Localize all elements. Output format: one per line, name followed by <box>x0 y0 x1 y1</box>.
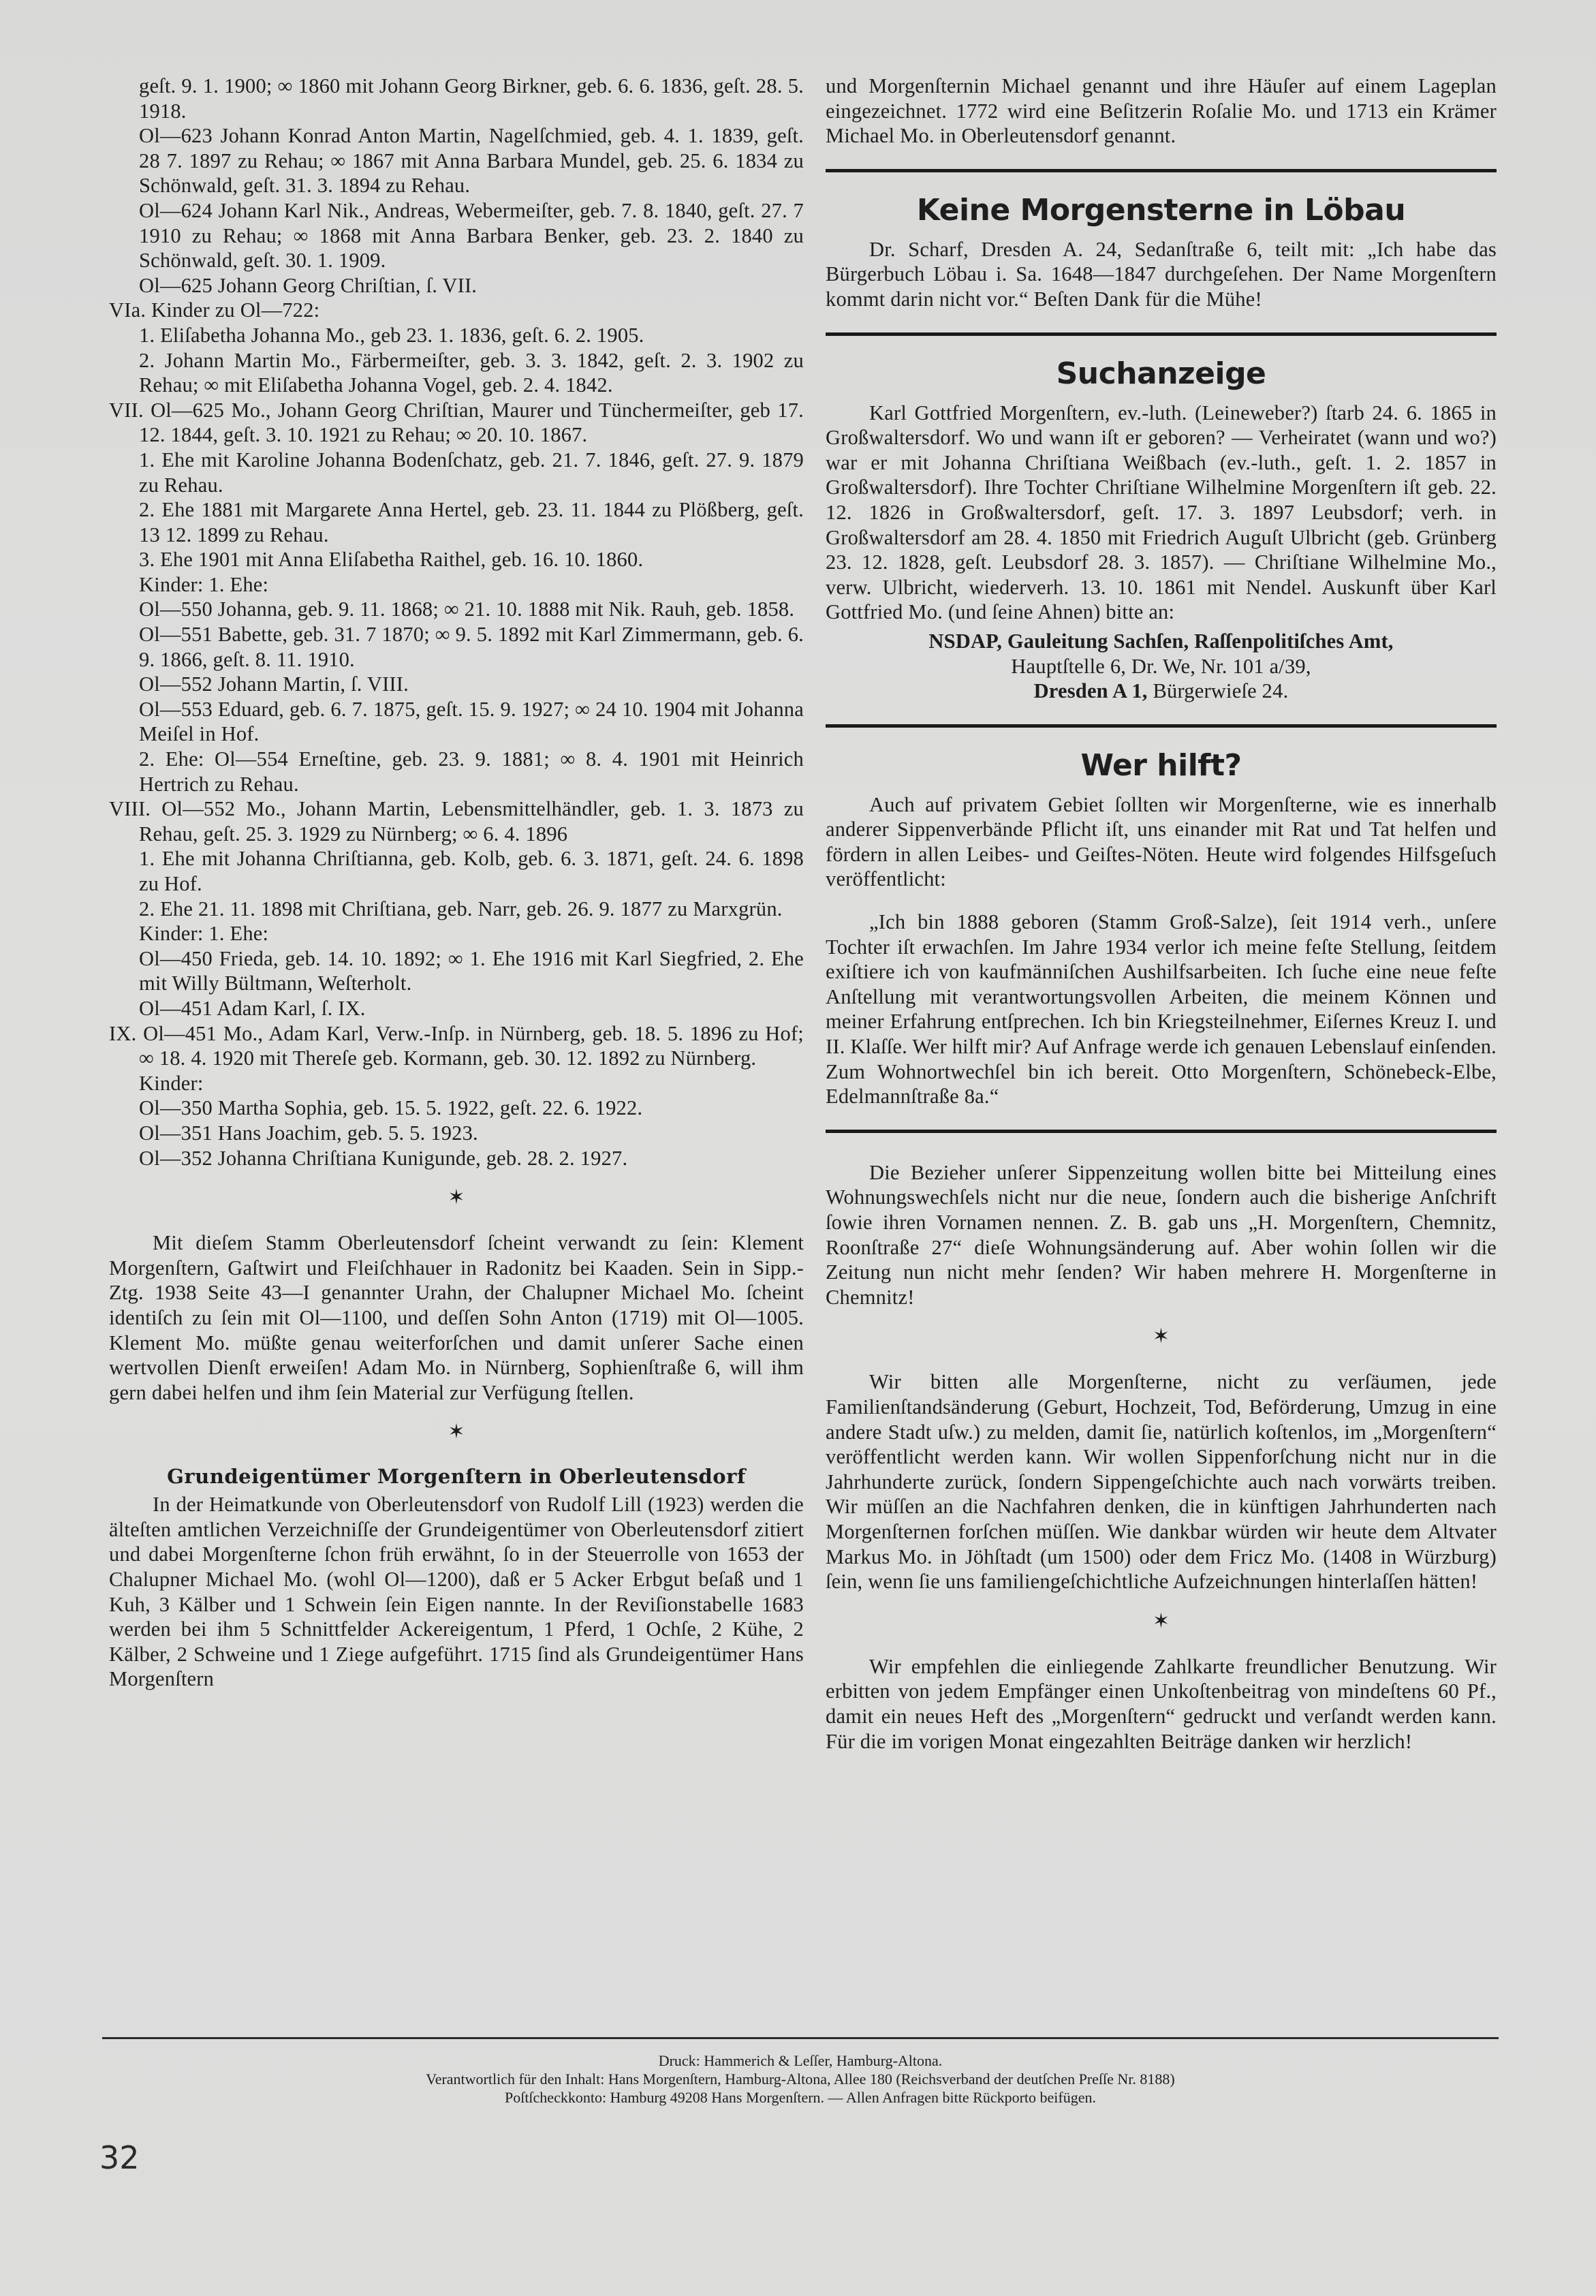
genealogy-entry: 3. Ehe 1901 mit Anna Eliſabetha Raithel, geb. 16. 10. 1860. <box>139 548 644 572</box>
star-divider-icon: ✶ <box>1152 1609 1170 1633</box>
section-rule <box>826 169 1497 172</box>
star-divider-icon: ✶ <box>1152 1324 1170 1349</box>
familienstand-paragraph: Wir bitten alle Morgenſterne, nicht zu verſäumen, jede Familienſtandsänderung (Geburt, Hochzeit, Tod, Beförderung, Umzug in eine andere Stadt uſw.) zu melden, damit ſie, natürlich koſtenlos, im „Morgenſtern“ veröffentlicht werden kann. Wir wollen Sippenforſchung nicht nur in die Jahrhunderte zurück, ſondern Sippengeſchichte auch nach vorwärts treiben. Wir müſſen an die Nachfahren denken, die in künftigen Jahrhunderten nach Morgenſternen forſchen müſſen. Wie dankbar würden wir heute dem Altvater Markus Mo. in Jöhſtadt (um 1500) oder dem Fricz Mo. (1408 in Würzburg) ſein, wenn ſie uns familiengeſchichtliche Aufzeichnungen hinterlaſſen hätten! <box>826 1370 1497 1594</box>
klement-paragraph: Mit dieſem Stamm Oberleutensdorf ſcheint verwandt zu ſein: Klement Morgenſtern, Gaſtwirt und Fleiſchhauer in Radonitz bei Kaaden. Sein in Sipp.-Ztg. 1938 Seite 43—I genannter Urahn, der Chalupner Michael Mo. ſcheint identiſch zu ſein mit Ol—1100, und deſſen Sohn Anton (1719) mit Ol—1005. Klement Mo. müßte genau weiterforſchen und damit unſerer Sache einen wertvollen Dienſt erweiſen! Adam Mo. in Nürnberg, Sophienſtraße 6, will ihm gern dabei helfen und ihm ſein Material zur Verfügung ſtellen. <box>109 1231 804 1404</box>
genealogy-entry: Ol—550 Johanna, geb. 9. 11. 1868; ∞ 21. 10. 1888 mit Nik. Rauh, geb. 1858. <box>139 598 795 621</box>
loebau-text: Dr. Scharf, Dresden A. 24, Sedanſtraße 6, teilt mit: „Ich habe das Bürgerbuch Löbau i. Sa. 1648—1847 durchgeſehen. Der Name Morgenſtern kommt darin nicht vor.“ Beſten Dank für die Mühe! <box>826 237 1497 311</box>
genealogy-entry: 2. Johann Martin Mo., Färbermeiſter, geb. 3. 3. 1842, geſt. 2. 3. 1902 zu Rehau; ∞ mit Eliſabetha Johanna Vogel, geb. 2. 4. 1842. <box>139 348 804 397</box>
genealogy-entry: geſt. 9. 1. 1900; ∞ 1860 mit Johann Georg Birkner, geb. 6. 6. 1836, geſt. 28. 5. 1918. <box>139 74 804 123</box>
grund-continuation: und Morgenſternin Michael genannt und ihre Häuſer auf einem Lageplan eingezeichnet. 1772 wird eine Beſitzerin Roſalie Mo. und 1713 ein Krämer Michael Mo. in Oberleutensdorf genannt. <box>826 74 1497 148</box>
werhilft-heading: Wer hilft? <box>1080 747 1242 783</box>
genealogy-entry: 2. Ehe 21. 11. 1898 mit Chriſtiana, geb. Narr, geb. 26. 9. 1877 zu Marxgrün. <box>139 897 783 920</box>
imprint-footer <box>102 2037 1499 2107</box>
genealogy-entry: 1. Eliſabetha Johanna Mo., geb 23. 1. 1836, geſt. 6. 2. 1905. <box>139 323 644 347</box>
generation-heading: VIII. Ol—552 Mo., Johann Martin, Lebensmittelhändler, geb. 1. 3. 1873 zu Rehau, geſt. 25. 3. 1929 zu Nürnberg; ∞ 6. 4. 1896 <box>109 797 804 846</box>
bezieher-paragraph: Die Bezieher unſerer Sippenzeitung wollen bitte bei Mitteilung eines Wohnungswechſels nicht nur die neue, ſondern auch die bisherige Anſchrift ſowie ihren Vornamen nennen. Z. B. gab uns „H. Morgenſtern, Chemnitz, Roonſtraße 27“ dieſe Wohnungsänderung auf. Aber wohin ſollen wir die Zeitung nun nicht mehr ſenden? Wir haben mehrere H. Morgenſterne in Chemnitz! <box>826 1160 1497 1309</box>
werhilft-intro: Auch auf privatem Gebiet ſollten wir Morgenſterne, wie es innerhalb anderer Sippenverbände Pflicht iſt, uns einander mit Rat und Tat helfen und fördern in allen Leibes- und Geiſtes-Nöten. Heute wird folgendes Hilfsgeſuch veröffentlicht: <box>826 792 1497 891</box>
footer-rule <box>102 2037 1499 2039</box>
genealogy-entry: 2. Ehe: Ol—554 Erneſtine, geb. 23. 9. 1881; ∞ 8. 4. 1901 mit Heinrich Hertrich zu Rehau. <box>139 747 804 796</box>
address-street: Bürgerwieſe 24. <box>1147 679 1289 703</box>
genealogy-entry: Ol—451 Adam Karl, ſ. IX. <box>139 996 366 1020</box>
generation-heading: VII. Ol—625 Mo., Johann Georg Chriſtian, Maurer und Tünchermeiſter, geb 17. 12. 1844, geſt. 3. 10. 1921 zu Rehau; ∞ 20. 10. 1867. <box>109 398 804 447</box>
suchanzeige-text: Karl Gottfried Morgenſtern, ev.-luth. (Leineweber?) ſtarb 24. 6. 1865 in Großwaltersdorf. Wo und wann iſt er geboren? — Verheiratet (wann und wo?) war er mit Johanna Chriſtiana Weißbach (ev.-luth., geſt. 1. 2. 1857 in Großwaltersdorf). Ihre Tochter Chriſtiane Wilhelmine Morgenſtern iſt geb. 22. 12. 1826 in Großwaltersdorf, geſt. 17. 3. 1897 Leubsdorf; verh. in Großwaltersdorf am 28. 4. 1850 mit Friedrich Auguſt Ulbricht (geb. Grünberg 23. 12. 1828, geſt. Leubsdorf 28. 3. 1857). — Chriſtiane Wilhelmine Mo., verw. Ulbricht, wiederverh. 13. 10. 1861 mit Nendel. Auskunft über Karl Gottfried Mo. (und ſeine Ahnen) bitte an: <box>826 401 1497 624</box>
imprint-verantwortlich: Verantwortlich für den Inhalt: Hans Morgenſtern, Hamburg-Altona, Allee 180 (Reichsverband der deutſchen Preſſe Nr. 8188) <box>426 2070 1175 2088</box>
star-divider-icon: ✶ <box>448 1420 465 1444</box>
imprint-postscheck: Poſtſcheckkonto: Hamburg 49208 Hans Morgenſtern. — Allen Anfragen bitte Rückporto beifügen. <box>504 2089 1097 2106</box>
generation-heading: VIa. Kinder zu Ol—722: <box>109 298 320 322</box>
star-divider-icon: ✶ <box>448 1185 465 1210</box>
genealogy-entry: Kinder: 1. Ehe: <box>139 922 269 946</box>
genealogy-entry: Ol—350 Martha Sophia, geb. 15. 5. 1922, geſt. 22. 6. 1922. <box>139 1096 643 1120</box>
grund-paragraph: In der Heimatkunde von Oberleutensdorf von Rudolf Lill (1923) werden die älteſten amtlichen Verzeichniſſe der Grundeigentümer von Oberleutensdorf zitiert und dabei Morgenſterne ſchon früh erwähnt, ſo in der Steuerrolle von 1653 der Chalupner Michael Mo. (wohl Ol—1200), daß er 5 Acker Erbgut beſaß und 1 Kuh, 3 Kälber und 1 Schwein ſein Eigen nannte. In der Reviſionstabelle 1683 werden bei ihm 5 Schnittfelder Ackereigentum, 1 Pferd, 1 Ochſe, 2 Kühe, 2 Kälber, 2 Schweine und 1 Ziege aufgeführt. 1715 ſind als Grundeigentümer Hans Morgenſtern <box>109 1493 804 1691</box>
genealogy-entry: Ol—351 Hans Joachim, geb. 5. 5. 1923. <box>139 1121 478 1145</box>
genealogy-entry: 2. Ehe 1881 mit Margarete Anna Hertel, geb. 23. 11. 1844 zu Plößberg, geſt. 13 12. 1899 zu Rehau. <box>139 498 804 546</box>
genealogy-entry: Ol—625 Johann Georg Chriſtian, ſ. VII. <box>139 273 478 297</box>
genealogy-entry: Ol—552 Johann Martin, ſ. VIII. <box>139 672 409 696</box>
genealogy-entry: Ol—551 Babette, geb. 31. 7 1870; ∞ 9. 5. 1892 mit Karl Zimmermann, geb. 6. 9. 1866, geſt. 8. 11. 1910. <box>139 623 804 671</box>
generation-heading: IX. Ol—451 Mo., Adam Karl, Verw.-Inſp. in Nürnberg, geb. 18. 5. 1896 zu Hof; ∞ 18. 4. 1920 mit Thereſe geb. Kormann, geb. 30. 12. 1892 zu Nürnberg. <box>109 1021 804 1070</box>
address-line-3 <box>826 679 1497 704</box>
zahlkarte-paragraph: Wir empfehlen die einliegende Zahlkarte freundlicher Benutzung. Wir erbitten von jedem Empfänger einen Unkoſtenbeitrag von mindeſtens 60 Pf., damit ein neues Heft des „Morgenſtern“ gedruckt und verſandt werden kann. Für die im vorigen Monat eingezahlten Beiträge danken wir herzlich! <box>826 1654 1497 1753</box>
genealogy-entry: Kinder: 1. Ehe: <box>139 572 269 596</box>
genealogy-entry: Ol—624 Johann Karl Nik., Andreas, Webermeiſter, geb. 7. 8. 1840, geſt. 27. 7 1910 zu Rehau; ∞ 1868 mit Anna Barbara Benker, geb. 23. 2. 1840 zu Schönwald, geſt. 30. 1. 1909. <box>139 198 804 273</box>
loebau-heading: Keine Morgensterne in Löbau <box>916 192 1406 228</box>
genealogy-entry: Ol—553 Eduard, geb. 6. 7. 1875, geſt. 15. 9. 1927; ∞ 24 10. 1904 mit Johanna Meiſel in Hof. <box>139 697 804 746</box>
genealogy-entry: Ol—352 Johanna Chriſtiana Kunigunde, geb. 28. 2. 1927. <box>139 1146 628 1170</box>
section-rule <box>826 724 1497 728</box>
genealogy-list <box>109 74 804 1170</box>
genealogy-entry: 1. Ehe mit Karoline Johanna Bodenſchatz, geb. 21. 7. 1846, geſt. 27. 9. 1879 zu Rehau. <box>139 448 804 497</box>
section-rule <box>826 332 1497 336</box>
grund-heading: Grundeigentümer Morgenſtern in Oberleutensdorf <box>167 1465 746 1489</box>
left-column <box>109 74 804 1692</box>
genealogy-entry: Ol—623 Johann Konrad Anton Martin, Nagelſchmied, geb. 4. 1. 1839, geſt. 28 7. 1897 zu Rehau; ∞ 1867 mit Anna Barbara Mundel, geb. 25. 6. 1834 zu Schönwald, geſt. 31. 3. 1894 zu Rehau. <box>139 124 804 198</box>
genealogy-entry: Kinder: <box>139 1071 204 1095</box>
genealogy-entry: 1. Ehe mit Johanna Chriſtianna, geb. Kolb, geb. 6. 3. 1871, geſt. 24. 6. 1898 zu Hof. <box>139 847 804 895</box>
right-column <box>826 74 1497 1754</box>
address-city: Dresden A 1, <box>1033 679 1148 703</box>
imprint-druck: Druck: Hammerich & Leſſer, Hamburg-Altona. <box>658 2052 943 2069</box>
genealogy-entry: Ol—450 Frieda, geb. 14. 10. 1892; ∞ 1. Ehe 1916 mit Karl Siegfried, 2. Ehe mit Willy Bültmann, Weſterholt. <box>139 946 804 995</box>
page-number: 32 <box>99 2139 140 2176</box>
address-line-2: Hauptſtelle 6, Dr. We, Nr. 101 a/39, <box>1011 654 1311 678</box>
suchanzeige-heading: Suchanzeige <box>1056 356 1266 391</box>
werhilft-quote: „Ich bin 1888 geboren (Stamm Groß-Salze), ſeit 1914 verh., unſere Tochter iſt erwachſen. Im Jahre 1934 verlor ich meine feſte Stellung, ſeitdem exiſtiere ich von kaufmänniſchen Aushilfsarbeiten. Ich ſuche eine neue feſte Anſtellung mit verantwortungsvollen Arbeiten, die meinem Können und meiner Erfahrung entſprechen. Ich bin Kriegsteilnehmer, Eiſernes Kreuz I. und II. Klaſſe. Wer hilft mir? Auf Anfrage werde ich genauen Lebenslauf einſenden. Zum Wohnortwechſel bin ich bereit. Otto Morgenſtern, Schönebeck-Elbe, Edelmannſtraße 8a.“ <box>826 910 1497 1108</box>
address-line-1: NSDAP, Gauleitung Sachſen, Raſſenpolitiſches Amt, <box>928 629 1394 653</box>
section-rule <box>826 1130 1497 1133</box>
